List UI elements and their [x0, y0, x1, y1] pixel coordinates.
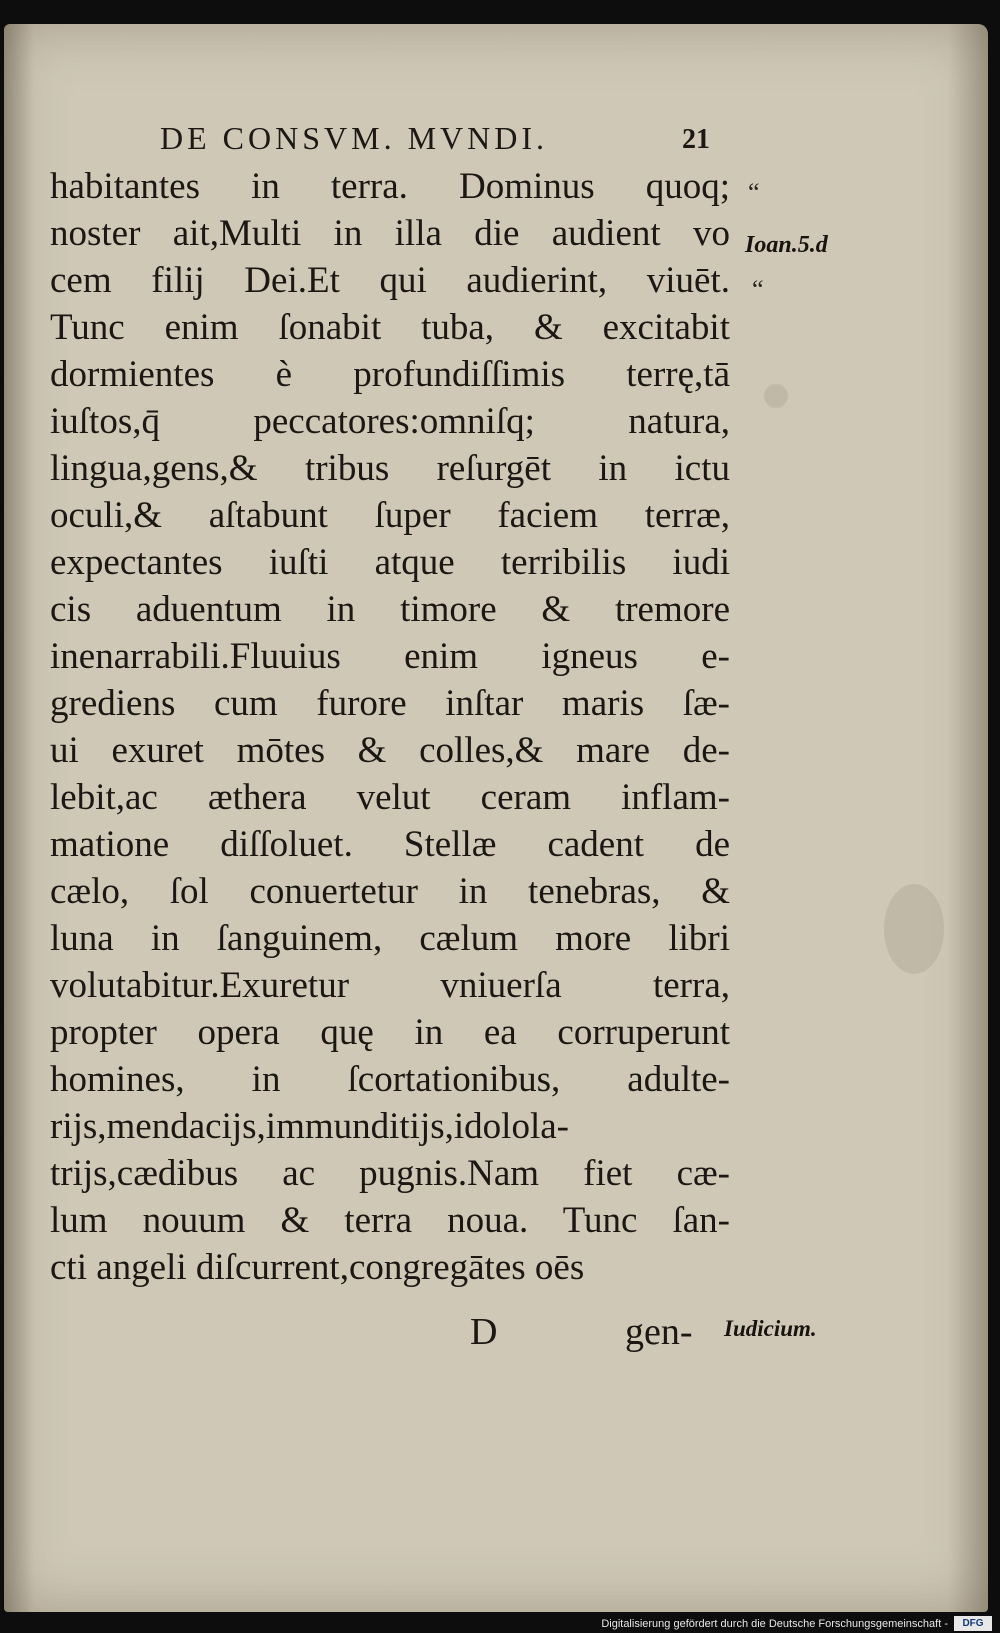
text-line: cem filij Dei.Et qui audierint, viuēt. [50, 260, 730, 301]
text-line: oculi,& aſtabunt ſuper faciem terræ, [50, 495, 730, 536]
text-line: propter opera quę in ea corruperunt [50, 1012, 730, 1053]
text-line: trijs,cædibus ac pugnis.Nam fiet cæ- [50, 1153, 730, 1194]
text-line: rijs,mendacijs,immunditijs,idolola- [50, 1106, 569, 1147]
running-header [150, 118, 710, 158]
text-line: expectantes iuſti atque terribilis iudi [50, 542, 730, 583]
text-line: volutabitur.Exuretur vniuerſa terra, [50, 965, 730, 1006]
digitization-credit: Digitalisierung gefördert durch die Deutsche Forschungsgemeinschaft - [601, 1618, 948, 1630]
text-line: luna in ſanguinem, cælum more libri [50, 918, 730, 959]
text-line: noster ait,Multi in illa die audient vo [50, 213, 730, 254]
text-line: iuſtos,q̄ peccatores:omniſq; natura, [50, 401, 730, 442]
text-line: cti angeli diſcurrent,congregātes oēs [50, 1247, 585, 1288]
running-title: DE CONSVM. MVNDI. [160, 120, 549, 156]
main-text [50, 163, 730, 1291]
text-line: dormientes è profundiſſimis terrę,tā [50, 354, 730, 395]
text-line: matione diſſoluet. Stellæ cadent de [50, 824, 730, 865]
text-line: habitantes in terra. Dominus quoq; [50, 166, 730, 207]
text-line: lum nouum & terra noua. Tunc ſan- [50, 1200, 730, 1241]
page-number: 21 [682, 124, 710, 155]
margin-keyword: Iudicium. [724, 1316, 817, 1341]
text-line: ui exuret mōtes & colles,& mare de- [50, 730, 730, 771]
text-line: inenarrabili.Fluuius enim igneus e- [50, 636, 730, 677]
margin-quote-mark: “ [748, 178, 760, 207]
paper-stain [764, 384, 788, 408]
catchword: gen- [625, 1311, 693, 1353]
paper-stain [884, 884, 944, 974]
text-line: cælo, ſol conuertetur in tenebras, & [50, 871, 730, 912]
text-line: grediens cum furore inſtar maris ſæ- [50, 683, 730, 724]
text-line: lingua,gens,& tribus reſurgēt in ictu [50, 448, 730, 489]
margin-quote-mark: “ [752, 275, 764, 304]
margin-reference: Ioan.5.d [745, 232, 828, 258]
signature-mark: D [470, 1311, 498, 1353]
text-line: Tunc enim ſonabit tuba, & excitabit [50, 307, 730, 348]
text-line: homines, in ſcortationibus, adulte- [50, 1059, 730, 1100]
dfg-logo-icon: DFG [954, 1616, 992, 1631]
text-line: lebit,ac æthera velut ceram inflam- [50, 777, 730, 818]
text-line: cis aduentum in timore & tremore [50, 589, 730, 630]
